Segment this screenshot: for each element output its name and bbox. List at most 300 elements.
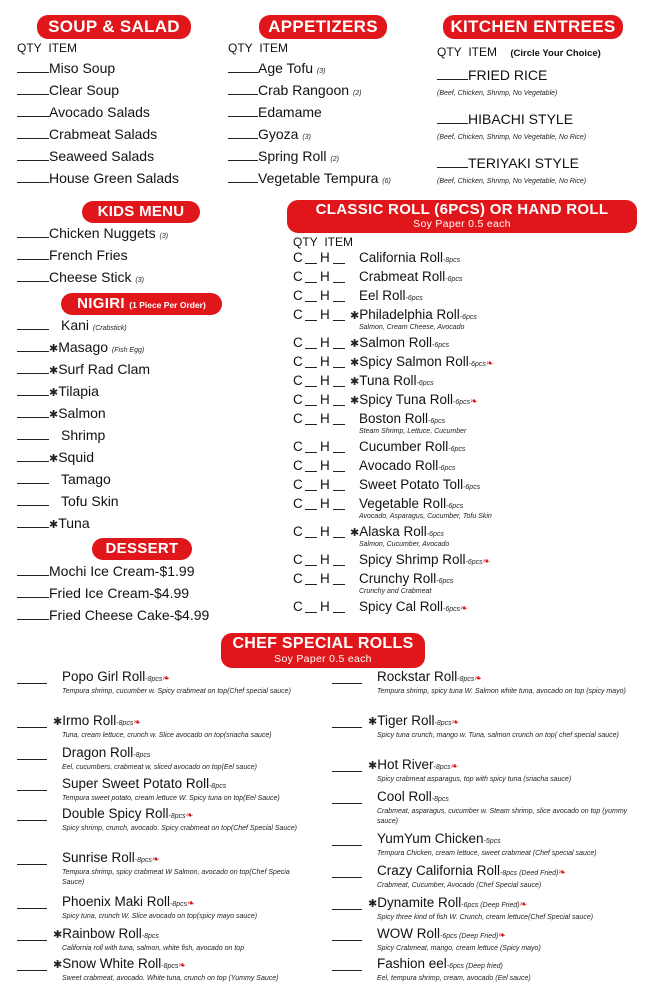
hand-roll-blank[interactable] — [333, 424, 345, 425]
qty-blank[interactable] — [17, 246, 49, 260]
hand-roll-blank[interactable] — [333, 452, 345, 453]
roll-name: Cucumber Roll — [359, 439, 449, 454]
piece-count: -6pcs — [459, 314, 477, 321]
item-name: Clear Soup — [49, 82, 120, 98]
qty-blank[interactable] — [17, 727, 47, 728]
qty-blank[interactable] — [17, 268, 49, 282]
menu-item — [17, 448, 150, 470]
roll-name-line — [359, 439, 465, 454]
cut-roll-label: C — [293, 599, 303, 614]
roll-name-line — [53, 956, 186, 971]
kitchen-qty-header — [437, 45, 601, 59]
piece-count: -6pcs — [463, 484, 481, 491]
raw-fish-star-icon: ✱ — [350, 395, 360, 407]
qty-blank[interactable] — [17, 584, 49, 598]
cut-roll-label: C — [293, 392, 303, 407]
qty-blank[interactable] — [17, 103, 49, 117]
appetizers-banner: APPETIZERS — [259, 15, 387, 39]
cut-roll-blank[interactable] — [305, 490, 317, 491]
chili-pepper-icon: ❧ — [178, 960, 186, 970]
roll-description: Tempura Chicken, cream lettuce, sweet crabmeat (Chef special sauce) — [377, 850, 597, 857]
raw-fish-star-icon: ✱ — [53, 929, 63, 941]
qty-blank[interactable] — [17, 169, 49, 183]
qty-blank[interactable] — [17, 492, 49, 506]
menu-item — [17, 514, 150, 536]
raw-fish-star-icon: ✱ — [53, 959, 63, 971]
piece-count: -5pcs — [483, 838, 501, 845]
roll-name-line — [62, 776, 226, 791]
kids-list — [17, 224, 168, 290]
item-name: Masago — [58, 339, 109, 355]
qty-blank[interactable] — [17, 59, 49, 73]
classic-roll-banner — [287, 200, 637, 233]
qty-label: QTY — [293, 235, 318, 249]
piece-count: -6pcs — [468, 361, 486, 368]
qty-blank[interactable] — [228, 147, 258, 161]
roll-description: Tempura shrimp, cucumber w. Spicy crabmeat on top(Chef special sauce) — [62, 688, 291, 695]
cut-roll-blank[interactable] — [305, 471, 317, 472]
roll-item — [293, 496, 633, 520]
cut-roll-label: C — [293, 354, 303, 369]
hand-roll-blank[interactable] — [333, 537, 345, 538]
roll-name: Crabmeat Roll — [359, 269, 446, 284]
cut-roll-blank[interactable] — [305, 424, 317, 425]
roll-name: Crazy California Roll — [377, 863, 501, 878]
cut-roll-label: C — [293, 269, 303, 284]
roll-name: Eel Roll — [359, 288, 406, 303]
qty-blank[interactable] — [228, 103, 258, 117]
raw-fish-star-icon: ✱ — [350, 376, 360, 388]
raw-fish-star-icon: ✱ — [350, 357, 360, 369]
roll-description: Crabmeat, Cucumber, Avocado (Chef Special sauce) — [377, 882, 542, 889]
item-name: Mochi Ice Cream-$1.99 — [49, 563, 195, 579]
piece-count: -8pcs — [170, 901, 188, 908]
cut-roll-label: C — [293, 571, 303, 586]
qty-blank[interactable] — [332, 683, 362, 684]
chili-pepper-icon: ❧ — [519, 899, 528, 909]
piece-count: -8pcs — [209, 783, 227, 790]
roll-item — [293, 335, 633, 353]
roll-name-line — [53, 713, 141, 728]
roll-name: WOW Roll — [377, 926, 440, 941]
hand-roll-blank[interactable] — [333, 367, 345, 368]
roll-description: Spicy Crabmeat, mango, cream lettuce (Spicy mayo) — [377, 945, 541, 952]
roll-name-line — [377, 956, 503, 971]
roll-description: Spicy tuna crunch, mango w. Tuna, salmon crunch on top( chef special sauce) — [377, 732, 619, 739]
roll-item — [293, 571, 633, 595]
menu-item — [17, 224, 168, 246]
qty-blank[interactable] — [17, 470, 49, 484]
piece-count: -8pcs — [141, 933, 159, 940]
piece-count: (3) — [302, 134, 311, 141]
roll-name-line — [359, 269, 462, 284]
roll-name: Vegetable Roll — [359, 496, 447, 511]
roll-name: Hot River — [377, 757, 434, 772]
raw-fish-star-icon: ✱ — [49, 453, 59, 465]
roll-name: California Roll — [359, 250, 444, 265]
menu-item — [17, 404, 150, 426]
piece-count: -6pcs — [453, 399, 471, 406]
roll-name: Rainbow Roll — [62, 926, 142, 941]
hand-roll-label: H — [320, 354, 330, 369]
nigiri-banner — [61, 293, 222, 315]
qty-blank[interactable] — [228, 169, 258, 183]
cut-roll-blank[interactable] — [305, 405, 317, 406]
piece-count: (3) — [159, 233, 169, 240]
piece-count: -8pcs — [443, 257, 461, 264]
qty-blank[interactable] — [17, 382, 49, 396]
menu-item — [437, 154, 587, 198]
piece-count: -6pcs — [436, 578, 454, 585]
roll-item — [293, 373, 633, 391]
piece-count: (2) — [352, 90, 362, 97]
hand-roll-blank[interactable] — [333, 263, 345, 264]
piece-count: -6pcs — [426, 531, 444, 538]
roll-name-line — [359, 599, 468, 614]
piece-count: -6pcs (Deep Fried) — [440, 933, 499, 940]
roll-name: Irmo Roll — [62, 713, 117, 728]
raw-fish-star-icon: ✱ — [350, 338, 360, 350]
menu-item — [228, 147, 391, 169]
roll-name: Alaska Roll — [359, 524, 427, 539]
qty-blank[interactable] — [332, 877, 362, 878]
roll-item — [293, 552, 633, 570]
raw-fish-star-icon: ✱ — [49, 365, 59, 377]
piece-count: -6pcs — [443, 606, 461, 613]
raw-fish-star-icon: ✱ — [49, 519, 59, 531]
cut-roll-label: C — [293, 373, 303, 388]
item-note: (Fish Egg) — [111, 347, 145, 354]
roll-name: Avocado Roll — [359, 458, 439, 473]
qty-blank[interactable] — [17, 759, 47, 760]
piece-count: (2) — [330, 156, 339, 163]
item-description: (Beef, Chicken, Shrimp, No Vegetable, No Rice) — [437, 134, 587, 141]
roll-item — [293, 599, 633, 617]
qty-blank[interactable] — [17, 908, 47, 909]
chili-pepper-icon: ❧ — [470, 396, 478, 406]
cut-roll-blank[interactable] — [305, 537, 317, 538]
cut-roll-blank[interactable] — [305, 584, 317, 585]
roll-name-line — [359, 250, 460, 265]
qty-blank[interactable] — [17, 940, 47, 941]
chili-pepper-icon: ❧ — [450, 761, 459, 771]
kids-menu-banner: KIDS MENU — [82, 201, 200, 223]
hand-roll-label: H — [320, 288, 330, 303]
qty-blank[interactable] — [17, 864, 47, 865]
chili-pepper-icon: ❧ — [187, 898, 195, 908]
roll-description: Eel, tempura shrimp, cream, avocado (Eel sauce) — [377, 975, 531, 982]
roll-description: Avocado, Asparagus, Cucumber, Tofu Skin — [359, 513, 492, 520]
piece-count: -8pcs — [133, 752, 151, 759]
cut-roll-blank[interactable] — [305, 348, 317, 349]
qty-blank[interactable] — [228, 59, 258, 73]
roll-name-line — [350, 373, 434, 388]
roll-description: Salmon, Cream Cheese, Avocado — [359, 324, 465, 331]
menu-item — [228, 59, 391, 81]
cut-roll-blank[interactable] — [305, 301, 317, 302]
roll-name-line — [62, 850, 159, 865]
piece-count: -6pcs — [405, 295, 423, 302]
hand-roll-blank[interactable] — [333, 386, 345, 387]
item-label: ITEM — [468, 45, 498, 59]
roll-name-line — [359, 288, 423, 303]
item-note: (Crabstick) — [92, 325, 127, 332]
roll-description: Eel, cucumbers, crabmeat w, sliced avocado on top(Eel sauce) — [62, 764, 257, 771]
appetizers-list — [228, 59, 391, 191]
roll-name-line — [377, 863, 566, 878]
roll-name-line — [350, 392, 478, 407]
qty-blank[interactable] — [332, 970, 362, 971]
classic-subtitle: Soy Paper 0.5 each — [413, 218, 511, 230]
qty-blank[interactable] — [332, 940, 362, 941]
raw-fish-star-icon: ✱ — [368, 716, 378, 728]
hand-roll-blank[interactable] — [333, 471, 345, 472]
qty-blank[interactable] — [17, 360, 49, 374]
piece-count: -8pcs — [116, 720, 134, 727]
cut-roll-blank[interactable] — [305, 509, 317, 510]
hand-roll-label: H — [320, 496, 330, 511]
roll-description: Salmon, Cucumber, Avocado — [359, 541, 450, 548]
item-name: Squid — [58, 449, 95, 465]
qty-blank[interactable] — [17, 224, 49, 238]
raw-fish-star-icon: ✱ — [350, 527, 360, 539]
roll-name: Spicy Tuna Roll — [359, 392, 454, 407]
item-name: Crab Rangoon — [258, 82, 350, 98]
piece-count: -8pcs — [168, 813, 186, 820]
piece-count: -6pcs — [432, 342, 450, 349]
cut-roll-blank[interactable] — [305, 263, 317, 264]
hand-roll-blank[interactable] — [333, 612, 345, 613]
raw-fish-star-icon: ✱ — [368, 760, 378, 772]
classic-qty-header — [293, 235, 353, 249]
qty-blank[interactable] — [17, 316, 49, 330]
item-name: Fried Cheese Cake-$4.99 — [49, 607, 210, 623]
roll-description: California roll with tuna, salmon, white fish, avocado on top — [62, 945, 245, 952]
roll-name-line — [53, 926, 159, 941]
item-name: Shrimp — [61, 427, 106, 443]
roll-name: Sunrise Roll — [62, 850, 135, 865]
cut-roll-blank[interactable] — [305, 452, 317, 453]
item-name: Tofu Skin — [61, 493, 119, 509]
menu-item — [17, 470, 150, 492]
cut-roll-label: C — [293, 477, 303, 492]
qty-blank[interactable] — [17, 147, 49, 161]
roll-description: Spicy shrimp, crunch, avocado. Spicy crabmeat on top(Chef Special Sauce) — [62, 825, 298, 832]
roll-item — [293, 307, 633, 331]
qty-blank[interactable] — [17, 125, 49, 139]
qty-blank[interactable] — [17, 514, 49, 528]
chili-pepper-icon: ❧ — [558, 867, 566, 877]
roll-description: Spicy three kind of fish W. Crunch, cream lettuce(Chef Special sauce) — [377, 914, 594, 921]
qty-blank[interactable] — [17, 820, 47, 821]
roll-name: Philadelphia Roll — [359, 307, 460, 322]
item-label: ITEM — [259, 41, 289, 55]
roll-name: Rockstar Roll — [377, 669, 458, 684]
piece-count: -8pcs — [433, 764, 451, 771]
hand-roll-blank[interactable] — [333, 509, 345, 510]
dessert-list — [17, 562, 209, 628]
cut-roll-blank[interactable] — [305, 386, 317, 387]
chef-subtitle: Soy Paper 0.5 each — [274, 653, 372, 665]
piece-count: -6pcs — [446, 503, 464, 510]
hand-roll-blank[interactable] — [333, 301, 345, 302]
roll-name-line — [62, 806, 193, 821]
menu-item — [437, 110, 587, 154]
chili-pepper-icon: ❧ — [460, 603, 468, 613]
roll-description: Crabmeat, asparagus, cucumber w. Steam shrimp, slice avocado on top (yummy sauce) — [377, 808, 628, 825]
cut-roll-blank[interactable] — [305, 612, 317, 613]
hand-roll-blank[interactable] — [333, 282, 345, 283]
nigiri-list — [17, 316, 150, 536]
nigiri-title: NIGIRI — [77, 295, 125, 312]
menu-item — [228, 103, 391, 125]
item-name: Miso Soup — [49, 60, 116, 76]
piece-count: -6pcs (Deep fried) — [446, 963, 503, 970]
roll-name: Tuna Roll — [359, 373, 417, 388]
qty-blank[interactable] — [17, 448, 49, 462]
qty-blank[interactable] — [17, 338, 49, 352]
piece-count: -8pcs — [431, 796, 449, 803]
menu-item — [228, 169, 391, 191]
appetizers-qty-header — [228, 41, 288, 55]
item-name: Tamago — [61, 471, 111, 487]
qty-blank[interactable] — [17, 81, 49, 95]
hand-roll-label: H — [320, 458, 330, 473]
roll-name-line — [359, 411, 445, 426]
item-label: ITEM — [324, 235, 354, 249]
roll-name: Super Sweet Potato Roll — [62, 776, 210, 791]
cut-roll-label: C — [293, 552, 303, 567]
qty-blank[interactable] — [332, 845, 362, 846]
roll-name: Boston Roll — [359, 411, 429, 426]
cut-roll-label: C — [293, 411, 303, 426]
qty-blank[interactable] — [437, 154, 468, 168]
roll-name: Cool Roll — [377, 789, 432, 804]
qty-blank[interactable] — [437, 110, 468, 124]
roll-item — [293, 524, 633, 548]
hand-roll-blank[interactable] — [333, 565, 345, 566]
piece-count: (6) — [382, 178, 391, 185]
cut-roll-blank[interactable] — [305, 367, 317, 368]
piece-count: (3) — [316, 68, 326, 75]
menu-item — [17, 492, 150, 514]
hand-roll-label: H — [320, 307, 330, 322]
chef-title: CHEF SPECIAL ROLLS — [232, 635, 414, 652]
chef-special-banner — [221, 633, 425, 668]
roll-name: Fashion eel — [377, 956, 447, 971]
qty-blank[interactable] — [17, 426, 49, 440]
menu-item — [17, 382, 150, 404]
hand-roll-label: H — [320, 439, 330, 454]
menu-item — [17, 268, 168, 290]
soup-list — [17, 59, 179, 191]
roll-name-line — [62, 669, 170, 684]
item-name: Crabmeat Salads — [49, 126, 158, 142]
hand-roll-blank[interactable] — [333, 584, 345, 585]
piece-count: -6pcs — [438, 465, 456, 472]
hand-roll-label: H — [320, 411, 330, 426]
roll-item — [293, 250, 633, 268]
chili-pepper-icon: ❧ — [498, 930, 506, 940]
roll-name: Snow White Roll — [62, 956, 162, 971]
item-name: Surf Rad Clam — [58, 361, 151, 377]
raw-fish-star-icon: ✱ — [49, 409, 59, 421]
piece-count: -8pcs — [457, 676, 475, 683]
hand-roll-label: H — [320, 335, 330, 350]
qty-blank[interactable] — [17, 790, 47, 791]
qty-blank[interactable] — [17, 562, 49, 576]
item-name: Salmon — [58, 405, 106, 421]
menu-item — [17, 426, 150, 448]
qty-blank[interactable] — [437, 66, 468, 80]
hand-roll-label: H — [320, 392, 330, 407]
cut-roll-blank[interactable] — [305, 282, 317, 283]
menu-item — [17, 360, 150, 382]
hand-roll-blank[interactable] — [333, 405, 345, 406]
cut-roll-blank[interactable] — [305, 320, 317, 321]
qty-blank[interactable] — [17, 404, 49, 418]
circle-choice-label: (Circle Your Choice) — [510, 48, 601, 59]
item-name: Edamame — [258, 104, 322, 120]
cut-roll-label: C — [293, 439, 303, 454]
qty-blank[interactable] — [228, 125, 258, 139]
qty-blank[interactable] — [332, 771, 362, 772]
item-name: TERIYAKI STYLE — [468, 155, 579, 171]
menu-item — [17, 81, 179, 103]
item-name: Chicken Nuggets — [49, 225, 156, 241]
roll-name-line — [368, 895, 527, 910]
roll-name-line — [368, 757, 458, 772]
qty-blank[interactable] — [332, 727, 362, 728]
raw-fish-star-icon: ✱ — [368, 898, 378, 910]
qty-blank[interactable] — [17, 683, 47, 684]
item-name: House Green Salads — [49, 170, 179, 186]
roll-name-line — [368, 713, 459, 728]
raw-fish-star-icon: ✱ — [53, 716, 63, 728]
item-name: Tilapia — [58, 383, 99, 399]
qty-blank[interactable] — [17, 970, 47, 971]
raw-fish-star-icon: ✱ — [49, 387, 59, 399]
item-name: Fried Ice Cream-$4.99 — [49, 585, 190, 601]
qty-blank[interactable] — [332, 803, 362, 804]
piece-count: -8pcs — [434, 720, 452, 727]
kitchen-list — [437, 66, 587, 198]
qty-blank[interactable] — [17, 606, 49, 620]
roll-item — [293, 392, 633, 410]
roll-name-line — [359, 552, 490, 567]
cut-roll-label: C — [293, 288, 303, 303]
roll-name: Spicy Cal Roll — [359, 599, 444, 614]
qty-blank[interactable] — [332, 909, 362, 910]
chili-pepper-icon: ❧ — [485, 358, 494, 368]
roll-name: Spicy Salmon Roll — [359, 354, 469, 369]
cut-roll-label: C — [293, 458, 303, 473]
roll-item — [293, 477, 633, 495]
hand-roll-blank[interactable] — [333, 490, 345, 491]
item-name: Vegetable Tempura — [258, 170, 379, 186]
hand-roll-label: H — [320, 524, 330, 539]
cut-roll-blank[interactable] — [305, 565, 317, 566]
roll-name: Salmon Roll — [359, 335, 432, 350]
hand-roll-blank[interactable] — [333, 320, 345, 321]
roll-name: Sweet Potato Toll — [359, 477, 464, 492]
qty-blank[interactable] — [228, 81, 258, 95]
roll-name-line — [62, 745, 150, 760]
hand-roll-blank[interactable] — [333, 348, 345, 349]
menu-item — [17, 338, 150, 360]
roll-name-line — [359, 458, 455, 473]
item-name: Kani — [61, 317, 90, 333]
